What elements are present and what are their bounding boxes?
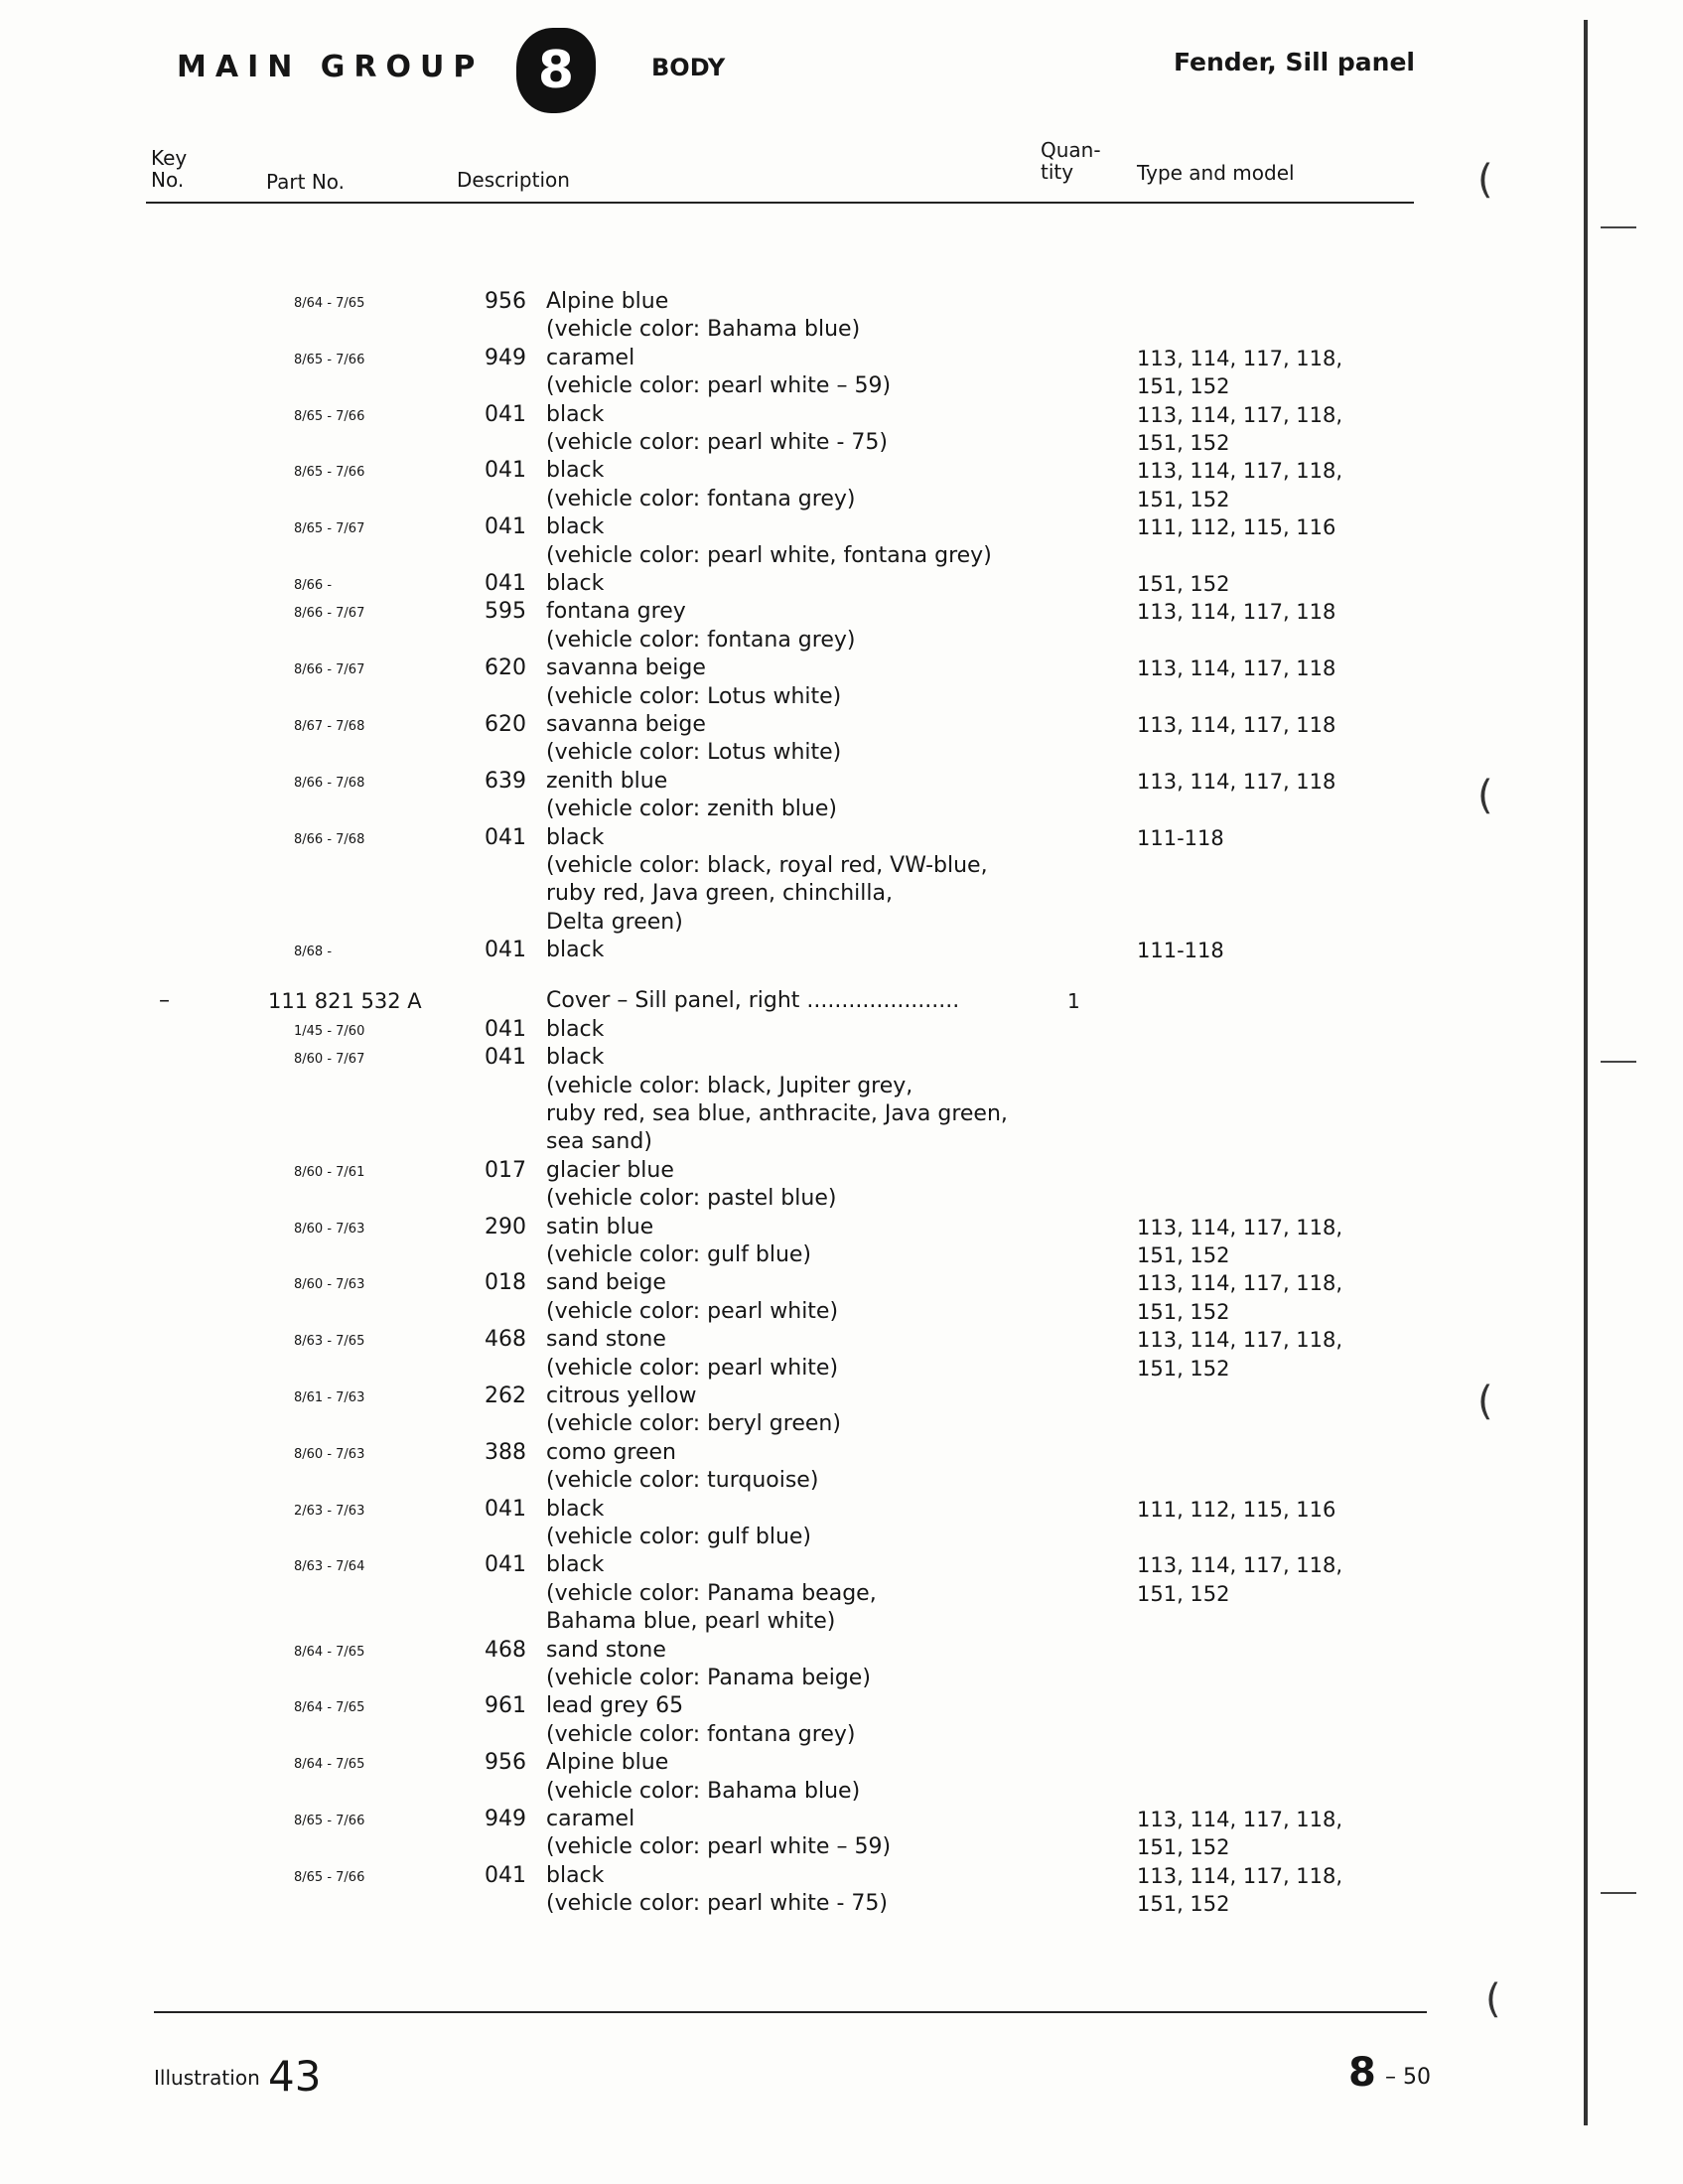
description: (vehicle color: pearl white - 75) [546, 1891, 888, 1917]
type-and-model: 111, 112, 115, 116 [1137, 515, 1336, 540]
parts-row [0, 1749, 1683, 1777]
production-dates: 8/60 - 7/63 [294, 1221, 365, 1237]
parts-row [0, 1496, 1683, 1524]
color-code: 639 [485, 768, 526, 794]
production-dates: 8/63 - 7/65 [294, 1334, 365, 1350]
production-dates: 8/64 - 7/65 [294, 296, 365, 311]
type-and-model: 113, 114, 117, 118 [1137, 769, 1336, 794]
type-and-model: 113, 114, 117, 118, [1137, 459, 1343, 484]
color-code: 388 [485, 1439, 526, 1465]
parts-row [0, 1355, 1683, 1383]
footer-rule [154, 2011, 1427, 2013]
description: black [546, 938, 605, 963]
parts-row [0, 401, 1683, 429]
description: (vehicle color: gulf blue) [546, 1241, 812, 1267]
parts-row [0, 1580, 1683, 1608]
parts-row [0, 429, 1683, 457]
description: (vehicle color: pearl white – 59) [546, 373, 892, 399]
edge-mark [1601, 226, 1636, 228]
description: black [546, 1552, 605, 1578]
type-and-model: 113, 114, 117, 118, [1137, 1271, 1343, 1296]
production-dates: 8/65 - 7/66 [294, 408, 365, 424]
page-subnumber: – 50 [1385, 2065, 1431, 2090]
color-code: 041 [485, 938, 526, 963]
color-code: 262 [485, 1383, 526, 1408]
parts-row [0, 1269, 1683, 1297]
description: (vehicle color: pastel blue) [546, 1186, 837, 1212]
section-title: BODY [651, 54, 726, 81]
description: lead grey 65 [546, 1693, 684, 1719]
production-dates: 8/60 - 7/67 [294, 1052, 365, 1068]
part-number: 111 821 532 A [268, 989, 422, 1014]
parts-row [0, 987, 1683, 1015]
production-dates: 8/65 - 7/66 [294, 1869, 365, 1885]
description: ruby red, Java green, chinchilla, [546, 881, 893, 907]
description: zenith blue [546, 768, 668, 794]
type-and-model: 151, 152 [1137, 431, 1230, 455]
binder-hole-mark: ( [1477, 157, 1493, 203]
description: black [546, 1016, 605, 1042]
description: (vehicle color: beryl green) [546, 1411, 841, 1437]
parts-row [0, 739, 1683, 767]
edge-mark [1601, 1892, 1636, 1894]
color-code: 290 [485, 1214, 526, 1239]
production-dates: 8/64 - 7/65 [294, 1644, 365, 1660]
color-code: 041 [485, 1862, 526, 1888]
parts-row [0, 1410, 1683, 1438]
type-and-model: 113, 114, 117, 118, [1137, 1328, 1343, 1353]
description: black [546, 571, 605, 596]
parts-row [0, 852, 1683, 880]
type-and-model: 113, 114, 117, 118 [1137, 713, 1336, 737]
binder-hole-mark: ( [1477, 773, 1493, 818]
production-dates: 8/60 - 7/63 [294, 1446, 365, 1462]
type-and-model: 113, 114, 117, 118, [1137, 1553, 1343, 1578]
parts-row [0, 345, 1683, 372]
parts-row [0, 1383, 1683, 1410]
description: black [546, 401, 605, 427]
parts-row [0, 1100, 1683, 1128]
type-and-model: 151, 152 [1137, 1242, 1230, 1267]
parts-row [0, 1665, 1683, 1692]
edge-mark [1601, 1061, 1636, 1063]
description: (vehicle color: black, royal red, VW-blue, [546, 853, 988, 878]
type-and-model: 111-118 [1137, 939, 1224, 963]
color-code: 595 [485, 599, 526, 625]
color-code: 041 [485, 514, 526, 540]
description: black [546, 1862, 605, 1888]
parts-row [0, 1214, 1683, 1241]
description: sand beige [546, 1270, 666, 1296]
parts-row [0, 1551, 1683, 1579]
parts-row [0, 288, 1683, 316]
type-and-model: 111-118 [1137, 825, 1224, 850]
color-code: 041 [485, 458, 526, 484]
parts-row [0, 1692, 1683, 1720]
description: Alpine blue [546, 1750, 669, 1776]
parts-row [0, 1128, 1683, 1156]
binding-edge [1584, 20, 1588, 2125]
description: (vehicle color: Bahama blue) [546, 317, 861, 343]
parts-row [0, 768, 1683, 796]
production-dates: 8/66 - 7/68 [294, 831, 365, 847]
type-and-model: 113, 114, 117, 118, [1137, 346, 1343, 370]
production-dates: 8/66 - 7/68 [294, 775, 365, 791]
description: (vehicle color: black, Jupiter grey, [546, 1073, 913, 1098]
description: (vehicle color: pearl white) [546, 1355, 839, 1381]
type-and-model: 113, 114, 117, 118, [1137, 1863, 1343, 1888]
production-dates: 1/45 - 7/60 [294, 1023, 365, 1039]
parts-row [0, 1721, 1683, 1749]
parts-row [0, 457, 1683, 485]
parts-row [0, 1439, 1683, 1467]
parts-row [0, 1524, 1683, 1551]
parts-row [0, 1185, 1683, 1213]
description: (vehicle color: gulf blue) [546, 1524, 812, 1549]
color-code: 018 [485, 1270, 526, 1296]
row-marker: – [159, 988, 170, 1014]
parts-row [0, 598, 1683, 626]
color-code: 041 [485, 824, 526, 850]
description: Alpine blue [546, 289, 669, 314]
parts-row [0, 1862, 1683, 1890]
parts-row [0, 486, 1683, 513]
production-dates: 8/66 - 7/67 [294, 662, 365, 678]
parts-row [0, 316, 1683, 344]
description: black [546, 824, 605, 850]
page-subtitle: Fender, Sill panel [1173, 48, 1415, 76]
parts-row [0, 1778, 1683, 1806]
color-code: 041 [485, 1552, 526, 1578]
column-header-description: Description [457, 168, 570, 192]
quantity: 1 [1067, 989, 1080, 1014]
type-and-model: 151, 152 [1137, 1581, 1230, 1606]
description: satin blue [546, 1214, 654, 1239]
type-and-model: 113, 114, 117, 118, [1137, 402, 1343, 427]
description: (vehicle color: fontana grey) [546, 1721, 856, 1747]
color-code: 620 [485, 655, 526, 681]
group-number-badge: 8 [516, 28, 596, 113]
main-group-label: MAIN GROUP [177, 50, 485, 84]
description: (vehicle color: pearl white – 59) [546, 1834, 892, 1860]
illustration-number: 43 [268, 2052, 322, 2101]
parts-row [0, 1298, 1683, 1326]
parts-row [0, 796, 1683, 823]
parts-row [0, 627, 1683, 655]
production-dates: 8/67 - 7/68 [294, 719, 365, 734]
description: black [546, 458, 605, 484]
description: Cover – Sill panel, right ...................... [546, 988, 960, 1014]
header-rule [146, 202, 1414, 204]
column-header-quantity: Quan- tity [1041, 138, 1101, 184]
parts-row [0, 1890, 1683, 1918]
parts-row [0, 1326, 1683, 1354]
parts-row [0, 1073, 1683, 1100]
parts-row [0, 909, 1683, 937]
production-dates: 8/66 - [294, 578, 333, 593]
description: (vehicle color: fontana grey) [546, 627, 856, 653]
parts-row [0, 1044, 1683, 1072]
description: como green [546, 1439, 676, 1465]
parts-row [0, 542, 1683, 570]
color-code: 041 [485, 1496, 526, 1522]
production-dates: 8/65 - 7/67 [294, 521, 365, 537]
parts-row [0, 1637, 1683, 1665]
parts-row [0, 683, 1683, 711]
parts-row [0, 1241, 1683, 1269]
description: caramel [546, 345, 635, 370]
production-dates: 8/60 - 7/61 [294, 1164, 365, 1180]
parts-row [0, 1833, 1683, 1861]
description: black [546, 1045, 605, 1071]
color-code: 468 [485, 1637, 526, 1663]
production-dates: 8/65 - 7/66 [294, 465, 365, 481]
description: black [546, 1496, 605, 1522]
description: citrous yellow [546, 1383, 697, 1408]
description: (vehicle color: pearl white) [546, 1298, 839, 1324]
description: (vehicle color: Panama beage, [546, 1580, 877, 1606]
description: Bahama blue, pearl white) [546, 1609, 836, 1635]
type-and-model: 113, 114, 117, 118, [1137, 1807, 1343, 1831]
color-code: 041 [485, 1016, 526, 1042]
description: savanna beige [546, 655, 706, 681]
parts-row [0, 711, 1683, 739]
parts-row [0, 824, 1683, 852]
binder-hole-mark: ( [1477, 1379, 1493, 1424]
type-and-model: 151, 152 [1137, 1835, 1230, 1860]
description: (vehicle color: Bahama blue) [546, 1778, 861, 1804]
illustration-label: Illustration [154, 2066, 260, 2090]
description: glacier blue [546, 1157, 674, 1183]
color-code: 041 [485, 1045, 526, 1071]
page-number: 8 [1348, 2050, 1376, 2096]
color-code: 017 [485, 1157, 526, 1183]
description: ruby red, sea blue, anthracite, Java green, [546, 1100, 1008, 1126]
parts-row [0, 1467, 1683, 1495]
production-dates: 8/60 - 7/63 [294, 1277, 365, 1293]
description: (vehicle color: Panama beige) [546, 1665, 871, 1690]
type-and-model: 151, 152 [1137, 572, 1230, 596]
color-code: 961 [485, 1693, 526, 1719]
production-dates: 2/63 - 7/63 [294, 1503, 365, 1519]
parts-row [0, 937, 1683, 964]
description: (vehicle color: Lotus white) [546, 683, 842, 709]
description: Delta green) [546, 909, 683, 935]
description: sand stone [546, 1327, 666, 1353]
parts-row [0, 570, 1683, 598]
type-and-model: 111, 112, 115, 116 [1137, 1497, 1336, 1522]
production-dates: 8/66 - 7/67 [294, 606, 365, 622]
description: savanna beige [546, 712, 706, 737]
parts-row [0, 655, 1683, 682]
color-code: 041 [485, 571, 526, 596]
production-dates: 8/65 - 7/66 [294, 352, 365, 367]
production-dates: 8/61 - 7/63 [294, 1389, 365, 1405]
type-and-model: 151, 152 [1137, 1892, 1230, 1917]
color-code: 949 [485, 345, 526, 370]
parts-row [0, 1157, 1683, 1185]
column-header-part: Part No. [266, 170, 346, 194]
type-and-model: 151, 152 [1137, 1356, 1230, 1381]
type-and-model: 151, 152 [1137, 1299, 1230, 1324]
description: (vehicle color: Lotus white) [546, 740, 842, 766]
description: black [546, 514, 605, 540]
description: sea sand) [546, 1129, 652, 1155]
type-and-model: 113, 114, 117, 118 [1137, 600, 1336, 625]
production-dates: 8/63 - 7/64 [294, 1559, 365, 1575]
parts-row [0, 372, 1683, 400]
column-header-type: Type and model [1137, 161, 1295, 185]
production-dates: 8/68 - [294, 945, 333, 960]
type-and-model: 113, 114, 117, 118 [1137, 656, 1336, 681]
description: fontana grey [546, 599, 686, 625]
parts-row [0, 513, 1683, 541]
production-dates: 8/64 - 7/65 [294, 1700, 365, 1716]
binder-hole-mark: ( [1485, 1976, 1501, 2022]
color-code: 956 [485, 289, 526, 314]
description: (vehicle color: zenith blue) [546, 797, 837, 822]
color-code: 041 [485, 401, 526, 427]
description: (vehicle color: fontana grey) [546, 486, 856, 511]
color-code: 620 [485, 712, 526, 737]
color-code: 956 [485, 1750, 526, 1776]
color-code: 468 [485, 1327, 526, 1353]
parts-row [0, 1608, 1683, 1636]
description: sand stone [546, 1637, 666, 1663]
type-and-model: 113, 114, 117, 118, [1137, 1215, 1343, 1239]
description: (vehicle color: pearl white - 75) [546, 430, 888, 455]
description: (vehicle color: turquoise) [546, 1468, 819, 1494]
description: (vehicle color: pearl white, fontana grey) [546, 542, 992, 568]
column-header-key: Key No. [151, 146, 188, 192]
description: caramel [546, 1806, 635, 1831]
production-dates: 8/65 - 7/66 [294, 1813, 365, 1828]
parts-row [0, 1806, 1683, 1833]
parts-row [0, 880, 1683, 908]
color-code: 949 [485, 1806, 526, 1831]
production-dates: 8/64 - 7/65 [294, 1757, 365, 1773]
type-and-model: 151, 152 [1137, 487, 1230, 511]
parts-row [0, 1016, 1683, 1044]
type-and-model: 151, 152 [1137, 374, 1230, 399]
